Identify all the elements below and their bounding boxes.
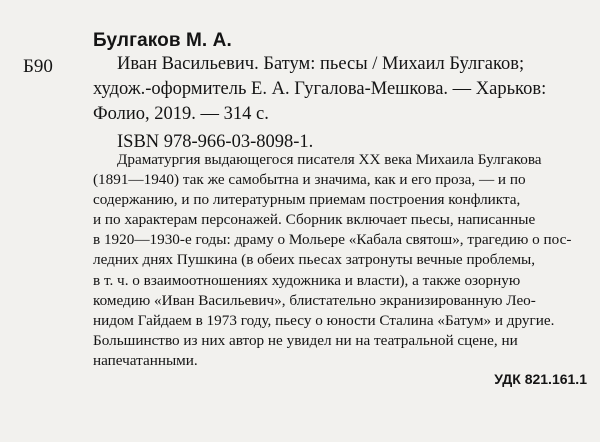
annotation-line: в т. ч. о взаимоотношениях художника и власти), а также озорную (93, 271, 521, 289)
shelfmark-code: Б90 (23, 56, 53, 77)
annotation-line: (1891—1940) так же самобытна и значима, как и его проза, — и по (93, 171, 526, 189)
biblio-line: Фолио, 2019. — 314 с. (93, 104, 269, 124)
annotation-line: ледних днях Пушкина (в обеих пьесах затронуты вечные проблемы, (93, 251, 536, 269)
author-heading: Булгаков М. А. (93, 30, 232, 51)
annotation-line: в 1920—1930-е годы: драму о Мольере «Кабала святош», трагедию о пос- (93, 231, 572, 249)
annotation-line: содержанию, и по литературным приемам построения конфликта, (93, 191, 521, 209)
annotation-line: комедию «Иван Васильевич», блистательно экранизированную Лео- (93, 291, 536, 309)
annotation-paragraph (93, 150, 593, 371)
isbn-number: ISBN 978-966-03-8098-1. (117, 132, 314, 152)
annotation-line: и по характерам персонажей. Сборник включает пьесы, написанные (93, 211, 536, 229)
annotation-line: напечатанными. (93, 351, 198, 369)
annotation-line: нидом Гайдаем в 1973 году, пьесу о юности Сталина «Батум» и другие. (93, 311, 555, 329)
biblio-line: худож.-оформитель Е. А. Гугалова-Мешкова. — Харьков: (93, 79, 547, 99)
bibliographic-description (93, 52, 587, 155)
annotation-line: Большинство из них автор не увидел ни на театральной сцене, ни (93, 331, 518, 349)
udc-classification: УДК 821.161.1 (494, 371, 587, 387)
biblio-line: Иван Васильевич. Батум: пьесы / Михаил Булгаков; (117, 54, 525, 74)
annotation-line: Драматургия выдающегося писателя XX века Михаила Булгакова (117, 151, 542, 168)
